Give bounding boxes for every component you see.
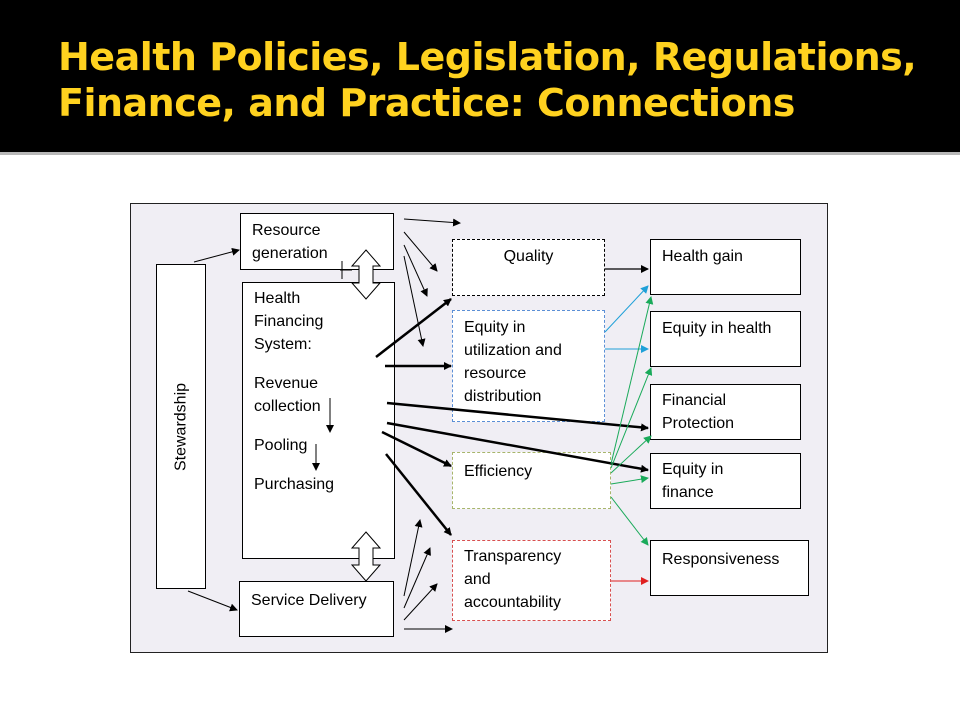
equity-utilization-line-4: distribution [464, 388, 542, 405]
transparency-line-1: Transparency [464, 548, 562, 565]
arrow-equity-util-health-gain [605, 286, 648, 332]
arrow-service-fan-1 [404, 520, 420, 596]
resource-generation-line-1: Resource [252, 222, 321, 239]
quality-label: Quality [503, 248, 554, 265]
pooling-label: Pooling [254, 437, 308, 454]
transparency-line-3: accountability [464, 594, 561, 611]
financial-protection-line-2: Protection [662, 415, 735, 432]
arrow-efficiency-health-gain [611, 297, 651, 464]
resource-generation-line-2: generation [252, 245, 328, 262]
financial-protection-line-1: Financial [662, 392, 727, 409]
arrow-service-fan-3 [404, 584, 437, 620]
arrow-financing-quality [376, 299, 451, 357]
arrow-financing-equity-finance [387, 423, 648, 470]
financing-heading-line-3: System: [254, 336, 312, 353]
service-delivery-label: Service Delivery [251, 592, 367, 609]
slide-title: Health Policies, Legislation, Regulations, Finance, and Practice: Connections [58, 35, 917, 125]
arrow-resource-fan-2 [404, 232, 437, 271]
arrow-stewardship-service [188, 591, 237, 610]
financing-heading-line-1: Health [254, 290, 301, 307]
equity-utilization-line-1: Equity in [464, 319, 526, 336]
arrow-financing-financial-protection [387, 403, 648, 428]
arrow-resource-fan-1 [404, 219, 460, 223]
arrow-stewardship-resource [194, 250, 239, 262]
double-arrow-top [352, 250, 380, 299]
equity-utilization-line-2: utilization and [464, 342, 562, 359]
responsiveness-label: Responsiveness [662, 551, 780, 568]
financing-heading-line-2: Financing [254, 313, 324, 330]
equity-in-finance-line-1: Equity in [662, 461, 724, 478]
revenue-line-1: Revenue [254, 375, 319, 392]
equity-in-finance-line-2: finance [662, 484, 714, 501]
double-arrow-bottom [352, 532, 380, 581]
arrow-financing-transparency [386, 454, 451, 535]
equity-in-health-label: Equity in health [662, 320, 772, 337]
equity-utilization-line-3: resource [464, 365, 527, 382]
revenue-line-2: collection [254, 398, 321, 415]
arrow-efficiency-equity-finance [611, 478, 648, 484]
purchasing-label: Purchasing [254, 476, 335, 493]
health-gain-label: Health gain [662, 248, 743, 265]
arrow-efficiency-responsiveness [611, 497, 648, 545]
efficiency-label: Efficiency [464, 463, 533, 480]
stewardship-label: Stewardship [172, 382, 190, 471]
transparency-line-2: and [464, 571, 491, 588]
arrow-efficiency-equity-health [611, 368, 651, 468]
